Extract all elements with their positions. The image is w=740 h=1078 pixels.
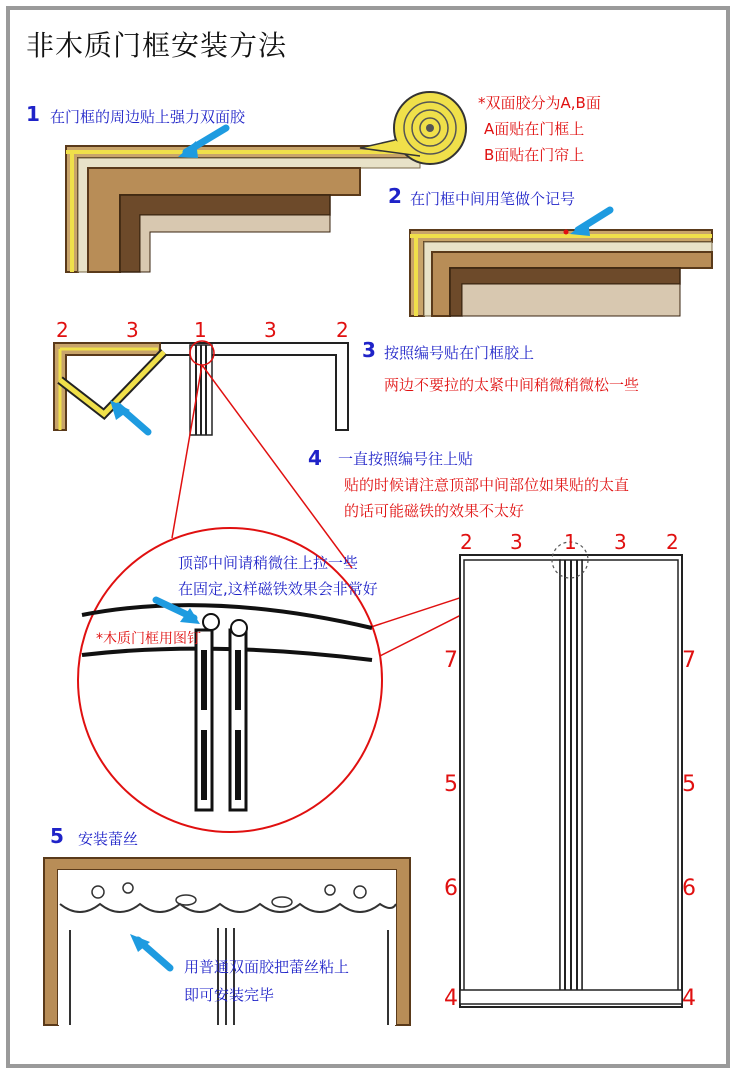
curtain-right-label-5: 5 xyxy=(682,772,696,797)
curtain-top-label-1: 2 xyxy=(460,530,473,554)
curtain-left-label-4: 4 xyxy=(444,986,458,1011)
curtain-left-label-6: 6 xyxy=(444,876,458,901)
strip-label-1: 2 xyxy=(56,318,69,342)
step-1-number: 1 xyxy=(26,102,40,126)
step-4-note-line2: 的话可能磁铁的效果不太好 xyxy=(344,502,525,520)
step-3-number: 3 xyxy=(362,338,376,362)
strip-label-5: 2 xyxy=(336,318,349,342)
curtain-top-label-2: 3 xyxy=(510,530,523,554)
step-5-number: 5 xyxy=(50,824,64,848)
step-2-text: 在门框中间用笔做个记号 xyxy=(410,190,576,208)
curtain-right-label-6: 6 xyxy=(682,876,696,901)
tape-ab-note-line1: *双面胶分为A,B面 xyxy=(478,94,601,112)
strip-label-2: 3 xyxy=(126,318,139,342)
step-4-text: 一直按照编号往上贴 xyxy=(338,450,474,468)
step-5-note-line1: 用普通双面胶把蕾丝粘上 xyxy=(184,958,350,976)
strip-illustration-3 xyxy=(54,341,348,435)
step-2-number: 2 xyxy=(388,184,402,208)
step-3-text: 按照编号贴在门框胶上 xyxy=(384,344,535,362)
step-1-text: 在门框的周边贴上强力双面胶 xyxy=(50,108,246,126)
curtain-left-label-7: 7 xyxy=(444,648,458,673)
curtain-top-label-4: 3 xyxy=(614,530,627,554)
wood-frame-note: *木质门框用图钉 xyxy=(96,631,201,647)
curtain-right-label-7: 7 xyxy=(682,648,696,673)
step-4-number: 4 xyxy=(308,446,322,470)
page-title: 非木质门框安装方法 xyxy=(26,29,288,62)
step-5-text: 安装蕾丝 xyxy=(78,830,139,848)
strip-label-4: 3 xyxy=(264,318,277,342)
strip-label-3: 1 xyxy=(194,318,207,342)
tape-ab-note-line2: A面贴在门框上 xyxy=(484,120,585,138)
zoom-note-line1: 顶部中间请稍微往上拉一些 xyxy=(178,554,359,572)
curtain-top-label-3: 1 xyxy=(564,530,577,554)
tape-ab-note-line3: B面贴在门帘上 xyxy=(484,146,585,164)
zoom-note-line2: 在固定,这样磁铁效果会非常好 xyxy=(178,580,378,598)
step-3-note: 两边不要拉的太紧中间稍微稍微松一些 xyxy=(384,376,640,394)
curtain-right-label-4: 4 xyxy=(682,986,696,1011)
step-4-note-line1: 贴的时候请注意顶部中间部位如果贴的太直 xyxy=(344,476,630,494)
door-frame-illustration-2 xyxy=(410,210,712,316)
step-5-note-line2: 即可安装完毕 xyxy=(184,986,275,1004)
curtain-illustration-4 xyxy=(460,542,682,1007)
curtain-top-label-5: 2 xyxy=(666,530,679,554)
curtain-left-label-5: 5 xyxy=(444,772,458,797)
